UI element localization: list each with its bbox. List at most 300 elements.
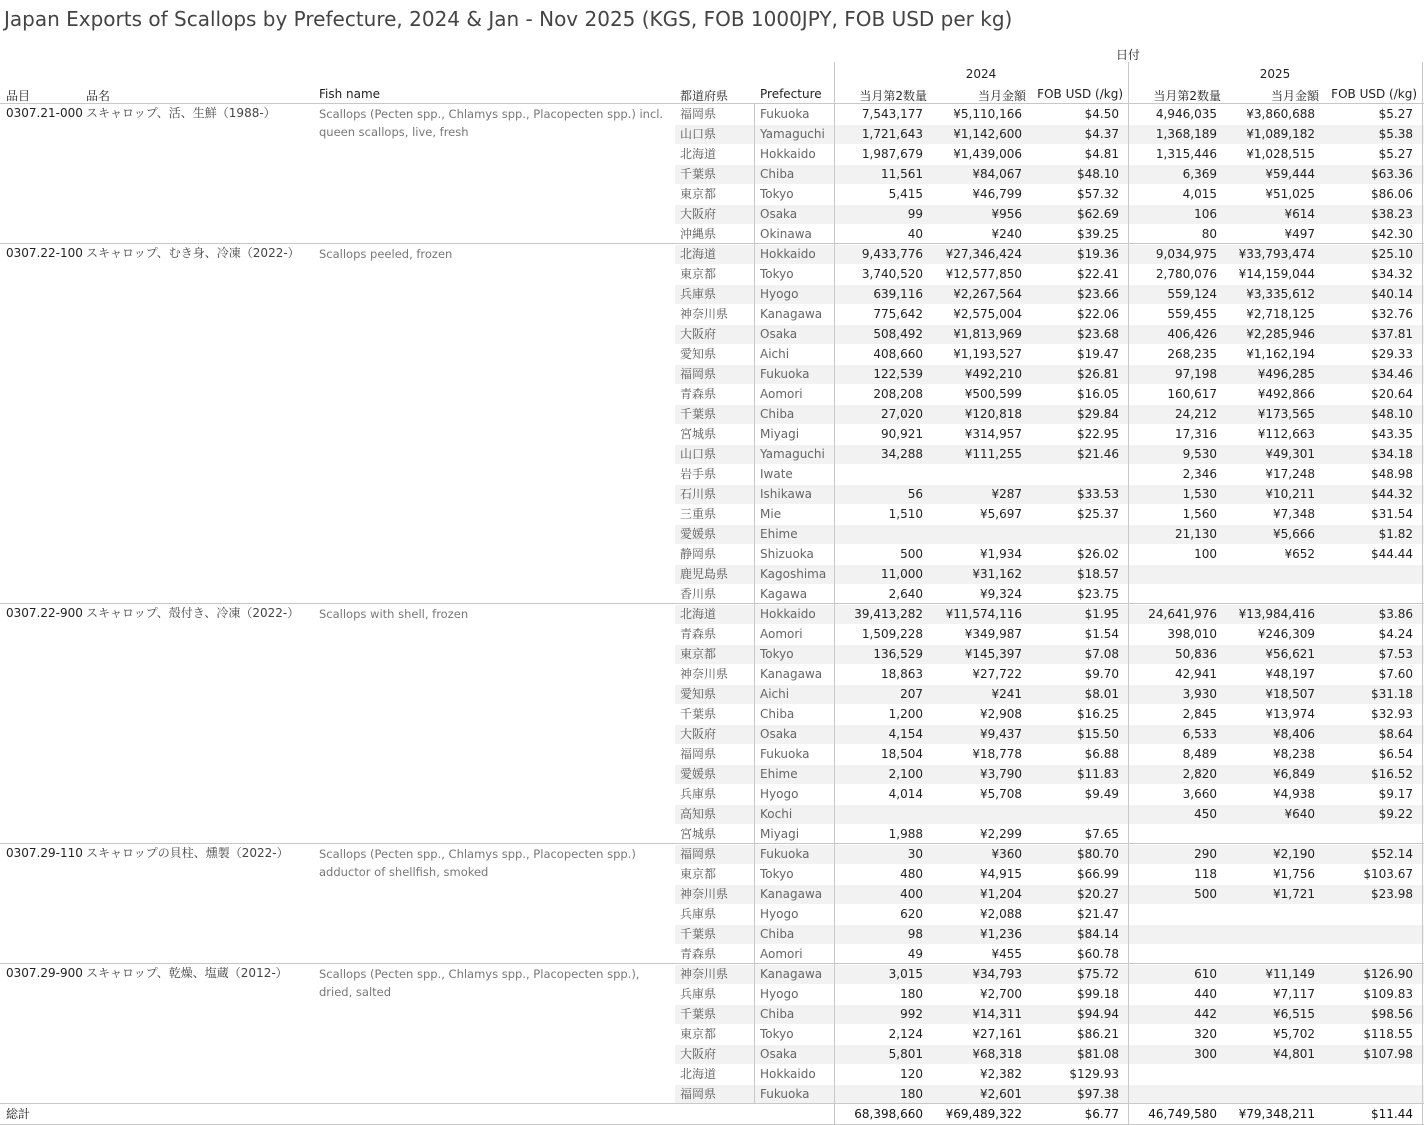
prefecture-en: Kanagawa [760,887,823,901]
value-cell: $81.08 [1077,1047,1119,1061]
value-cell [1319,1084,1413,1104]
value-cell: ¥5,110,166 [953,107,1022,121]
value-cell [1221,924,1315,944]
prefecture-en: Yamaguchi [760,447,825,461]
prefecture-jp: 青森県 [680,387,717,401]
value-cell: ¥13,974 [1265,707,1315,721]
value-cell: 21,130 [1175,527,1217,541]
product-name-header: 品名 [86,89,111,103]
prefecture-en: Aomori [760,627,803,641]
value-cell: $7.60 [1378,667,1413,681]
prefecture-jp: 三重県 [680,507,717,521]
value-cell: 1,721,643 [861,127,923,141]
value-cell: 440 [1194,987,1217,1001]
prefecture-en: Tokyo [760,267,794,281]
prefecture-jp: 鹿児島県 [680,567,729,581]
prefecture-en: Hyogo [760,787,799,801]
value-cell: 24,641,976 [1148,607,1217,621]
prefecture-jp: 青森県 [680,947,717,961]
prefecture-jp: 宮城県 [680,427,717,441]
value-cell: $129.93 [1069,1067,1119,1081]
value-cell: $7.53 [1378,647,1413,661]
value-cell: 1,368,189 [1155,127,1217,141]
value-cell [1221,1064,1315,1084]
value-cell: ¥5,702 [1273,1027,1315,1041]
value-cell [1319,1064,1413,1084]
prefecture-jp: 愛媛県 [680,767,717,781]
value-cell: ¥27,722 [972,667,1022,681]
prefecture-en: Hyogo [760,987,799,1001]
value-cell: $126.90 [1363,967,1413,981]
prefecture-jp: 神奈川県 [680,307,729,321]
prefecture-jp: 北海道 [680,147,717,161]
value-cell: 49 [907,947,923,961]
prefecture-en: Tokyo [760,187,794,201]
prefecture-jp: 山口県 [680,447,717,461]
page-title: Japan Exports of Scallops by Prefecture, 2024 & Jan - Nov 2025 (KGS, FOB 1000JPY, FOB USD per kg) [4,7,1013,31]
value-cell: $38.23 [1371,207,1413,221]
value-cell [1129,1084,1217,1104]
value-cell: $26.81 [1077,367,1119,381]
prefecture-jp: 大阪府 [680,1047,717,1061]
value-cell: $16.52 [1371,767,1413,781]
value-cell: $62.69 [1077,207,1119,221]
prefecture-en: Fukuoka [760,847,810,861]
item-code: 0307.22-900 [6,606,83,620]
fish-name: Scallops peeled, frozen [319,247,453,261]
prefecture-en: Osaka [760,207,798,221]
value-cell: 106 [1194,207,1217,221]
value-cell: 3,930 [1182,687,1217,701]
prefecture-jp: 東京都 [680,647,717,661]
value-cell: $4.37 [1084,127,1119,141]
prefecture-en: Aomori [760,387,803,401]
value-cell: 1,560 [1182,507,1217,521]
value-cell: 17,316 [1175,427,1217,441]
value-cell: 208,208 [873,387,923,401]
value-cell: ¥314,957 [964,427,1022,441]
prefecture-jp: 福岡県 [680,367,717,381]
prefecture-jp: 神奈川県 [680,967,729,981]
value-cell: ¥3,790 [980,767,1022,781]
prefecture-en: Kanagawa [760,967,823,981]
value-cell: ¥31,162 [972,567,1022,581]
value-cell: 180 [900,987,923,1001]
value-cell: ¥18,507 [1265,687,1315,701]
value-cell: $4.24 [1378,627,1413,641]
prefecture-en: Kagawa [760,587,808,601]
prefecture-en: Hyogo [760,907,799,921]
value-cell: $15.50 [1077,727,1119,741]
prefecture-jp: 福岡県 [680,847,717,861]
prefecture-en: Ehime [760,767,798,781]
value-cell: 9,530 [1182,447,1217,461]
prefecture-divider [754,104,755,1104]
value-cell: ¥56,621 [1265,647,1315,661]
prefecture-jp: 愛媛県 [680,527,717,541]
value-cell: $8.64 [1378,727,1413,741]
value-cell: ¥17,248 [1265,467,1315,481]
prefecture-en: Chiba [760,407,795,421]
value-cell: 5,415 [888,187,923,201]
table-right-edge [1422,62,1423,1124]
prefecture-en: Chiba [760,707,795,721]
value-cell: ¥10,211 [1265,487,1315,501]
prefecture-jp: 東京都 [680,867,717,881]
prefecture-en: Hokkaido [760,607,816,621]
value-cell: 4,014 [888,787,923,801]
value-cell: ¥652 [1284,547,1315,561]
value-cell: 1,200 [888,707,923,721]
value-cell: $22.06 [1077,307,1119,321]
prefecture-jp: 岩手県 [680,467,717,481]
value-cell: 56 [907,487,923,501]
value-cell: $9.70 [1084,667,1119,681]
prefecture-jp: 宮城県 [680,827,717,841]
value-cell: ¥2,285,946 [1246,327,1315,341]
measures-divider [834,62,835,1124]
value-cell: $19.36 [1077,247,1119,261]
prefecture-jp: 千葉県 [680,927,717,941]
prefecture-en: Osaka [760,327,798,341]
value-cell: 398,010 [1167,627,1217,641]
fish-name: Scallops (Pecten spp., Chlamys spp., Placopecten spp.), dried, salted [319,967,640,999]
value-cell: $9.17 [1378,787,1413,801]
value-cell: $48.10 [1077,167,1119,181]
value-cell: ¥5,697 [980,507,1022,521]
prefecture-jp: 千葉県 [680,167,717,181]
value-cell: 408,660 [873,347,923,361]
value-cell: ¥4,801 [1273,1047,1315,1061]
value-cell: $34.46 [1371,367,1413,381]
value-cell: ¥1,236 [980,927,1022,941]
value-cell: 160,617 [1167,387,1217,401]
value-cell: 120 [900,1067,923,1081]
value-cell: 2,100 [888,767,923,781]
prefecture-jp: 福岡県 [680,747,717,761]
value-cell: $16.25 [1077,707,1119,721]
prefecture-jp: 北海道 [680,607,717,621]
prefecture-jp: 愛知県 [680,347,717,361]
value-cell [1221,824,1315,844]
value-cell: 9,433,776 [861,247,923,261]
value-cell: ¥287 [991,487,1022,501]
value-cell: 300 [1194,1047,1217,1061]
prefecture-jp: 静岡県 [680,547,717,561]
value-cell: ¥2,088 [980,907,1022,921]
value-cell [1319,904,1413,924]
value-cell: ¥2,908 [980,707,1022,721]
prefecture-jp: 沖縄県 [680,227,717,241]
value-cell: 508,492 [873,327,923,341]
value-cell: 610 [1194,967,1217,981]
value-cell: $31.54 [1371,507,1413,521]
value-cell: 775,642 [873,307,923,321]
prefecture-jp-header: 都道府県 [680,89,729,103]
value-cell: 90,921 [881,427,923,441]
value-cell: 480 [900,867,923,881]
value-cell: ¥8,238 [1273,747,1315,761]
value-cell: 3,660 [1182,787,1217,801]
value-cell: 639,116 [873,287,923,301]
value-cell: $86.21 [1077,1027,1119,1041]
value-cell: $5.27 [1378,147,1413,161]
value-cell: ¥1,204 [980,887,1022,901]
value-cell: ¥34,793 [972,967,1022,981]
value-cell: 2,346 [1182,467,1217,481]
year-header-2024: 2024 [965,67,997,81]
value-cell: 97,198 [1175,367,1217,381]
value-cell: 40 [907,227,923,241]
prefecture-en: Mie [760,507,782,521]
value-cell: 99 [907,207,923,221]
prefecture-jp: 北海道 [680,247,717,261]
value-cell: ¥59,444 [1265,167,1315,181]
value-cell: 1,530 [1182,487,1217,501]
prefecture-en: Fukuoka [760,107,810,121]
value-cell: ¥112,663 [1257,427,1315,441]
prefecture-en: Hokkaido [760,1067,816,1081]
value-cell: ¥9,437 [980,727,1022,741]
prefecture-jp: 東京都 [680,267,717,281]
value-cell [1129,924,1217,944]
value-cell: ¥27,346,424 [945,247,1022,261]
prefecture-jp: 千葉県 [680,407,717,421]
value-cell: 39,413,282 [854,607,923,621]
value-cell: $32.76 [1371,307,1413,321]
value-cell [835,524,923,544]
value-cell: 2,845 [1182,707,1217,721]
value-cell: 442 [1194,1007,1217,1021]
value-cell: $1.54 [1084,627,1119,641]
value-cell [1221,944,1315,964]
value-cell [1129,944,1217,964]
value-cell: $84.14 [1077,927,1119,941]
fob-usd-header-2025: FOB USD (/kg) [1331,87,1417,101]
value-cell: $57.32 [1077,187,1119,201]
value-cell: ¥1,028,515 [1246,147,1315,161]
value-cell: $94.94 [1077,1007,1119,1021]
value-cell [1319,584,1413,604]
prefecture-jp: 福岡県 [680,1087,717,1101]
value-cell: 1,987,679 [861,147,923,161]
value-cell: ¥1,193,527 [953,347,1022,361]
value-cell: ¥492,866 [1257,387,1315,401]
value-cell: $23.66 [1077,287,1119,301]
value-cell: ¥500,599 [964,387,1022,401]
prefecture-en: Fukuoka [760,367,810,381]
prefecture-jp: 神奈川県 [680,887,729,901]
value-cell: ¥2,718,125 [1246,307,1315,321]
value-cell: ¥497 [1284,227,1315,241]
value-cell: $32.93 [1371,707,1413,721]
grand-total-value: ¥69,489,322 [945,1107,1022,1121]
value-cell: ¥1,162,194 [1246,347,1315,361]
amount-header-2025: 当月金額 [1270,89,1319,103]
prefecture-en: Tokyo [760,1027,794,1041]
grand-total-label: 総計 [6,1107,31,1121]
prefecture-jp: 東京都 [680,1027,717,1041]
value-cell: ¥2,382 [980,1067,1022,1081]
value-cell [927,804,1022,824]
value-cell: 1,315,446 [1155,147,1217,161]
value-cell: ¥2,700 [980,987,1022,1001]
product-name: スキャロップの貝柱、燻製（2022-） [86,846,289,860]
value-cell: ¥5,708 [980,787,1022,801]
value-cell: $11.83 [1077,767,1119,781]
value-cell: 4,015 [1182,187,1217,201]
prefecture-en: Fukuoka [760,1087,810,1101]
prefecture-jp: 福岡県 [680,107,717,121]
value-cell: ¥496,285 [1257,367,1315,381]
value-cell: $97.38 [1077,1087,1119,1101]
prefecture-en: Chiba [760,1007,795,1021]
value-cell: 620 [900,907,923,921]
value-cell [835,464,923,484]
value-cell: $80.70 [1077,847,1119,861]
grand-total-value: 46,749,580 [1148,1107,1217,1121]
value-cell: $33.53 [1077,487,1119,501]
value-cell: 42,941 [1175,667,1217,681]
prefecture-en: Tokyo [760,867,794,881]
value-cell: ¥2,190 [1273,847,1315,861]
value-cell: 18,863 [881,667,923,681]
value-cell: ¥33,793,474 [1238,247,1315,261]
value-cell: ¥1,756 [1273,867,1315,881]
value-cell: $48.98 [1371,467,1413,481]
value-cell [927,464,1022,484]
value-cell [1221,584,1315,604]
prefecture-en: Shizuoka [760,547,814,561]
value-cell: 27,020 [881,407,923,421]
value-cell: $107.98 [1363,1047,1413,1061]
value-cell: ¥492,210 [964,367,1022,381]
value-cell: ¥5,666 [1273,527,1315,541]
item-code: 0307.29-110 [6,846,83,860]
fob-usd-header-2024: FOB USD (/kg) [1037,87,1123,101]
value-cell: 2,124 [888,1027,923,1041]
value-cell: ¥640 [1284,807,1315,821]
value-cell: $40.14 [1371,287,1413,301]
value-cell [1129,824,1217,844]
prefecture-jp: 香川県 [680,587,717,601]
value-cell: 1,988 [888,827,923,841]
value-cell: $5.27 [1378,107,1413,121]
prefecture-jp: 北海道 [680,1067,717,1081]
prefecture-jp: 千葉県 [680,707,717,721]
value-cell: ¥6,515 [1273,1007,1315,1021]
value-cell [1319,944,1413,964]
value-cell: $75.72 [1077,967,1119,981]
prefecture-en: Fukuoka [760,747,810,761]
value-cell: 122,539 [873,367,923,381]
value-cell: $29.33 [1371,347,1413,361]
grand-total-value: $6.77 [1084,1107,1119,1121]
value-cell: $7.08 [1084,647,1119,661]
value-cell: ¥49,301 [1265,447,1315,461]
value-cell: ¥51,025 [1265,187,1315,201]
value-cell: 500 [900,547,923,561]
value-cell: 500 [1194,887,1217,901]
value-cell: ¥246,309 [1257,627,1315,641]
value-cell: ¥241 [991,687,1022,701]
value-cell: 6,533 [1182,727,1217,741]
value-cell [1026,804,1119,824]
value-cell: $34.32 [1371,267,1413,281]
value-cell: 9,034,975 [1155,247,1217,261]
value-cell: ¥2,575,004 [953,307,1022,321]
value-cell: $44.44 [1371,547,1413,561]
value-cell: $25.10 [1371,247,1413,261]
value-cell [1319,824,1413,844]
value-cell [1319,564,1413,584]
value-cell: 559,124 [1167,287,1217,301]
year-header-2025: 2025 [1259,67,1291,81]
value-cell: $23.98 [1371,887,1413,901]
grand-total-value: 68,398,660 [854,1107,923,1121]
prefecture-jp: 兵庫県 [680,287,717,301]
prefecture-en: Chiba [760,927,795,941]
value-cell: $22.95 [1077,427,1119,441]
value-cell [1129,1064,1217,1084]
prefecture-en: Ehime [760,527,798,541]
value-cell: ¥145,397 [964,647,1022,661]
value-cell: 450 [1194,807,1217,821]
value-cell [1221,564,1315,584]
value-cell: 1,510 [888,507,923,521]
value-cell: ¥11,149 [1265,967,1315,981]
prefecture-en: Yamaguchi [760,127,825,141]
value-cell: 11,561 [881,167,923,181]
quantity-header-2024: 当月第2数量 [859,89,927,103]
value-cell: 24,212 [1175,407,1217,421]
value-cell: $29.84 [1077,407,1119,421]
value-cell: 2,820 [1182,767,1217,781]
value-cell: 290 [1194,847,1217,861]
year-divider [1128,62,1129,1124]
prefecture-jp: 愛知県 [680,687,717,701]
prefecture-en: Hokkaido [760,147,816,161]
value-cell: $31.18 [1371,687,1413,701]
value-cell [1221,1084,1315,1104]
value-cell: $39.25 [1077,227,1119,241]
value-cell: 98 [907,927,923,941]
prefecture-jp: 石川県 [680,487,717,501]
value-cell: 180 [900,1087,923,1101]
value-cell: ¥8,406 [1273,727,1315,741]
value-cell: 400 [900,887,923,901]
value-cell: $66.99 [1077,867,1119,881]
product-name: スキャロップ、むき身、冷凍（2022-） [86,246,300,260]
value-cell: ¥84,067 [972,167,1022,181]
value-cell: ¥3,860,688 [1246,107,1315,121]
value-cell: $21.47 [1077,907,1119,921]
prefecture-en: Kagoshima [760,567,827,581]
value-cell: 50,836 [1175,647,1217,661]
value-cell: $42.30 [1371,227,1413,241]
prefecture-jp: 大阪府 [680,207,717,221]
value-cell: $48.10 [1371,407,1413,421]
item-code: 0307.29-900 [6,966,83,980]
value-cell: ¥68,318 [972,1047,1022,1061]
value-cell: 100 [1194,547,1217,561]
value-cell: 6,369 [1182,167,1217,181]
value-cell: ¥111,255 [964,447,1022,461]
value-cell [1129,564,1217,584]
prefecture-en: Aichi [760,687,790,701]
value-cell: ¥7,117 [1273,987,1315,1001]
value-cell: ¥14,311 [972,1007,1022,1021]
